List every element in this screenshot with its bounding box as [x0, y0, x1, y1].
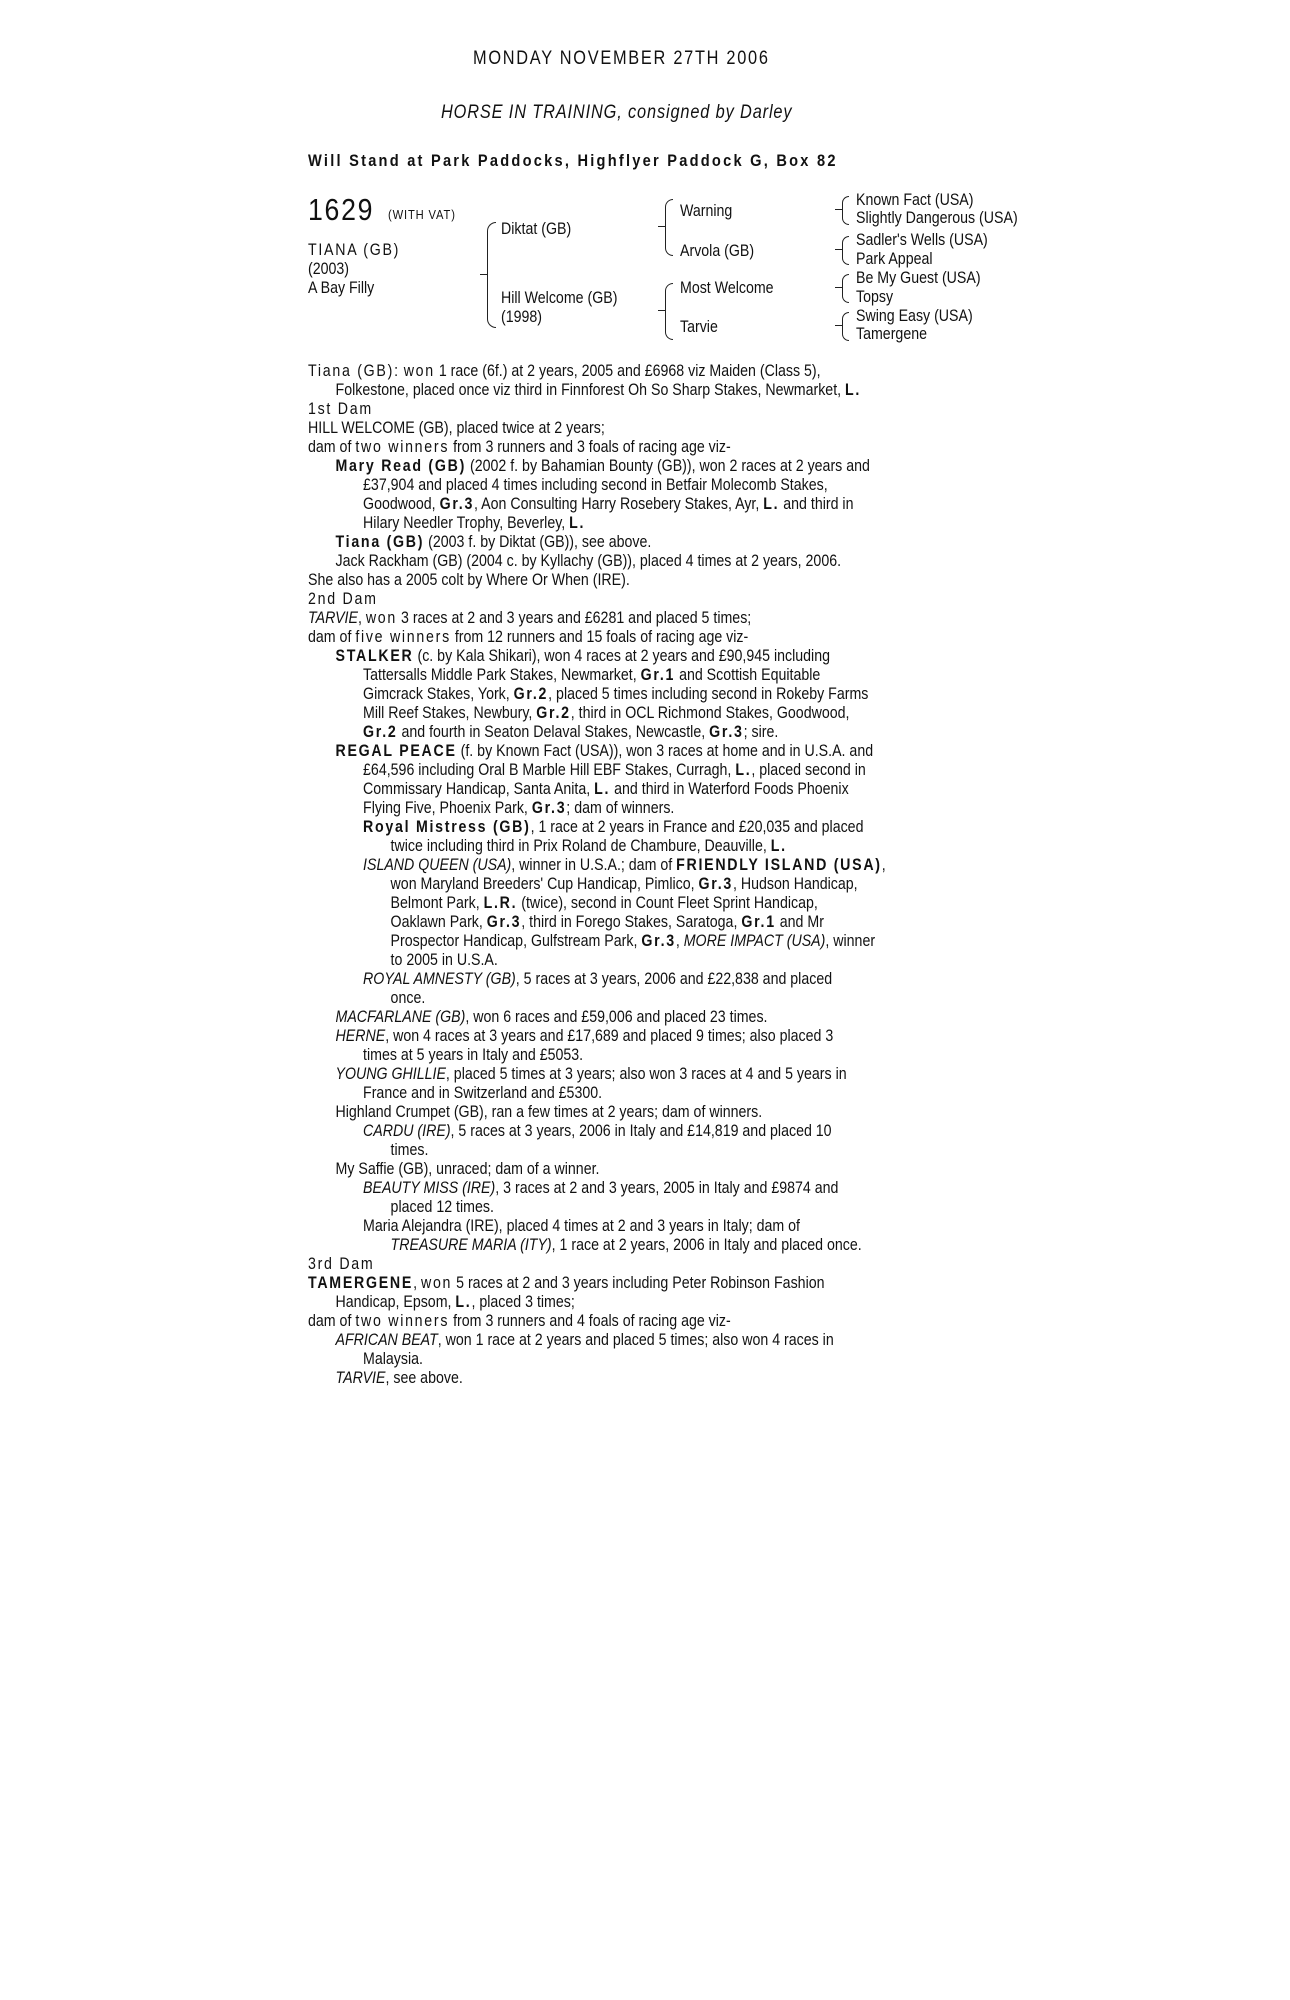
sire-dam: Arvola (GB)	[680, 242, 755, 260]
granddam-4: Tamergene	[856, 325, 928, 343]
summary-paragraph: Tiana (GB): won 1 race (6f.) at 2 years, 2005 and £6968 viz Maiden (Class 5), Folkestone, placed once viz third in Finnforest Oh So Sharp Stakes, Newmarket, L.	[308, 362, 862, 399]
lot-number: 1629	[308, 192, 375, 227]
pedigree-brace-2a	[665, 199, 673, 256]
dam-sire: Most Welcome	[680, 279, 774, 297]
pedigree-brace-3d	[842, 312, 849, 341]
pedigree-brace-3a	[842, 196, 849, 225]
granddam-3: Topsy	[856, 288, 894, 306]
dam: Hill Welcome (GB)	[501, 289, 618, 307]
horse-description: A Bay Filly	[308, 279, 375, 297]
second-dam-heading: 2nd Dam	[308, 590, 378, 608]
first-dam-paragraph: HILL WELCOME (GB), placed twice at 2 years; dam of two winners from 3 runners and 3 foals of racing age viz- Mary Read (GB) (2002 f. by Bahamian Bounty (GB)), won 2 races at 2 years and £37,904 and placed 4 times including second in Betfair Molecomb Stakes, Goodwood, Gr.3, Aon Consulting Harry Rosebery Stakes, Ayr, L. and third in Hilary Needler Trophy, Beverley, L. Tiana (GB) (2003 f. by Diktat (GB)), see above. Jack Rackham (GB) (2004 c. by Kyllachy (GB)), placed 4 times at 2 years, 2006. She also has a 2005 colt by Where Or When (IRE).	[308, 419, 870, 589]
sire-sire: Warning	[680, 202, 733, 220]
dam-year: (1998)	[501, 308, 543, 326]
granddam-1: Slightly Dangerous (USA)	[856, 209, 1018, 227]
third-dam-heading: 3rd Dam	[308, 1255, 375, 1273]
second-dam-paragraph: TARVIE, won 3 races at 2 and 3 years and £6281 and placed 5 times; dam of five winners from 12 runners and 15 foals of racing age viz- STALKER (c. by Kala Shikari), won 4 races at 2 years and £90,945 including Tattersalls Middle Park Stakes, Newmarket, Gr.1 and Scottish Equitable Gimcrack Stakes, York, Gr.2, placed 5 times including second in Rokeby Farms Mill Reef Stakes, Newbury, Gr.2, third in OCL Richmond Stakes, Goodwood, Gr.2 and fourth in Seaton Delaval Stakes, Newcastle, Gr.3; sire. REGAL PEACE (f. by Known Fact (USA)), won 3 races at home and in U.S.A. and £64,596 including Oral B Marble Hill EBF Stakes, Curragh, L., placed second in Commissary Handicap, Santa Anita, L. and third in Waterford Foods Phoenix Flying Five, Phoenix Park, Gr.3; dam of winners. Royal Mistress (GB), 1 race at 2 years in France and £20,035 and placed twice including third in Prix Roland de Chambure, Deauville, L. ISLAND QUEEN (USA), winner in U.S.A.; dam of FRIENDLY ISLAND (USA), won Maryland Breeders' Cup Handicap, Pimlico, Gr.3, Hudson Handicap, Belmont Park, L.R. (twice), second in Count Fleet Sprint Handicap, Oaklawn Park, Gr.3, third in Forego Stakes, Saratoga, Gr.1 and Mr Prospector Handicap, Gulfstream Park, Gr.3, MORE IMPACT (USA), winner to 2005 in U.S.A. ROYAL AMNESTY (GB), 5 races at 3 years, 2006 and £22,838 and placed once. MACFARLANE (GB), won 6 races and £59,006 and placed 23 times. HERNE, won 4 races at 3 years and £17,689 and placed 9 times; also placed 3 times at 5 years in Italy and £5053. YOUNG GHILLIE, placed 5 times at 3 years; also won 3 races at 4 and 5 years in France and in Switzerland and £5300. Highland Crumpet (GB), ran a few times at 2 years; dam of winners. CARDU (IRE), 5 races at 3 years, 2006 in Italy and £14,819 and placed 10 times. My Saffie (GB), unraced; dam of a winner. BEAUTY MISS (IRE), 3 races at 2 and 3 years, 2005 in Italy and £9874 and placed 12 times. Maria Alejandra (IRE), placed 4 times at 2 and 3 years in Italy; dam of TREASURE MARIA (ITY), 1 race at 2 years, 2006 in Italy and placed once.	[308, 609, 886, 1254]
horse-year: (2003)	[308, 260, 350, 278]
granddam-2: Park Appeal	[856, 250, 933, 268]
pedigree-brace-3b	[842, 236, 849, 265]
sire: Diktat (GB)	[501, 220, 572, 238]
pedigree-brace-3c	[842, 274, 849, 303]
grandsire-1: Known Fact (USA)	[856, 191, 974, 209]
horse-name: TIANA (GB)	[308, 241, 401, 259]
sale-date: MONDAY NOVEMBER 27TH 2006	[472, 48, 770, 69]
stand-location: Will Stand at Park Paddocks, Highflyer Paddock G, Box 82	[308, 151, 838, 170]
first-dam-heading: 1st Dam	[308, 400, 373, 418]
grandsire-4: Swing Easy (USA)	[856, 307, 973, 325]
grandsire-2: Sadler's Wells (USA)	[856, 231, 988, 249]
grandsire-3: Be My Guest (USA)	[856, 269, 981, 287]
catalogue-text	[308, 362, 980, 1388]
pedigree-brace-1	[487, 222, 496, 328]
consignor-line: HORSE IN TRAINING, consigned by Darley	[440, 102, 793, 123]
dam-dam: Tarvie	[680, 318, 718, 336]
pedigree-brace-2b	[665, 283, 673, 340]
vat-note: (WITH VAT)	[388, 207, 456, 222]
third-dam-paragraph: TAMERGENE, won 5 races at 2 and 3 years including Peter Robinson Fashion Handicap, Epsom, L., placed 3 times; dam of two winners from 3 runners and 4 foals of racing age viz- AFRICAN BEAT, won 1 race at 2 years and placed 5 times; also won 4 races in Malaysia. TARVIE, see above.	[308, 1274, 834, 1387]
